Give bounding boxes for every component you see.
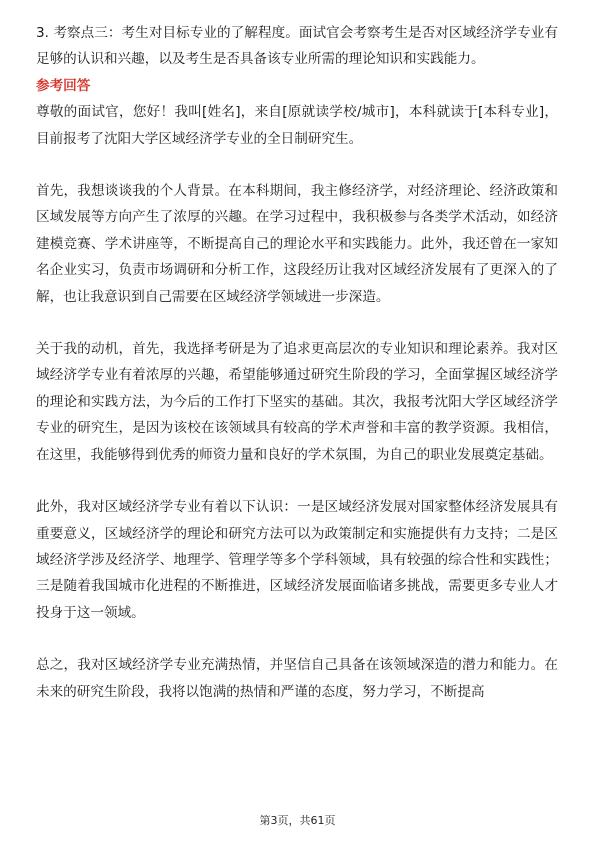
answer-paragraph-understanding: 此外，我对区域经济学专业有着以下认识：一是区域经济发展对国家整体经济发展具有重要意义，区域经济学的理论和研究方法可以为政策制定和实施提供有力支持；二是区域经济学涉及经济学、地理学、管理学等多个学科领域，具有较强的综合性和实践性；三是随着我国城市化进程的不断推进，区域经济发展面临诸多挑战，需要更多专业人才投身于这一领域。 — [36, 499, 558, 621]
answer-paragraph-background: 首先，我想谈谈我的个人背景。在本科期间，我主修经济学，对经济理论、经济政策和区域发展等方向产生了浓厚的兴趣。在学习过程中，我积极参与各类学术活动，如经济建模竞赛、学术讲座等，不断提高自己的理论水平和实践能力。此外，我还曾在一家知名企业实习，负责市场调研和分析工作，这段经历让我对区域经济发展有了更深入的了解，也让我意识到自己需要在区域经济学领域进一步深造。 — [36, 183, 558, 305]
page-footer: 第3页，共61页 — [259, 814, 336, 827]
answer-heading: 参考回答 — [36, 77, 91, 94]
paragraph-gap — [36, 310, 558, 336]
answer-paragraph-conclusion: 总之，我对区域经济学专业充满热情，并坚信自己具备在该领域深造的潜力和能力。在未来的研究生阶段，我将以饱满的热情和严谨的态度，努力学习，不断提高 — [36, 657, 558, 700]
document-content — [36, 20, 558, 705]
answer-paragraph-intro: 尊敬的面试官，您好！我叫[姓名]，来自[原就读学校/城市]，本科就读于[本科专业]，目前报考了沈阳大学区域经济学专业的全日制研究生。 — [36, 104, 558, 147]
paragraph-gap — [36, 468, 558, 494]
answer-paragraph-motivation: 关于我的动机，首先，我选择考研是为了追求更高层次的专业知识和理论素养。我对区域经济学专业有着浓厚的兴趣，希望能够通过研究生阶段的学习，全面掌握区域经济学的理论和实践方法，为今后的工作打下坚实的基础。其次，我报考沈阳大学区域经济学专业的研究生，是因为该校在该领域具有较高的学术声誉和丰富的教学资源。我相信，在这里，我能够得到优秀的师资力量和良好的学术氛围，为自己的职业发展奠定基础。 — [36, 341, 558, 463]
question-paragraph: 3. 考察点三：考生对目标专业的了解程度。面试官会考察考生是否对区域经济学专业有足够的认识和兴趣，以及考生是否具备该专业所需的理论知识和实践能力。 — [36, 25, 558, 68]
paragraph-gap — [36, 152, 558, 178]
paragraph-gap — [36, 626, 558, 652]
